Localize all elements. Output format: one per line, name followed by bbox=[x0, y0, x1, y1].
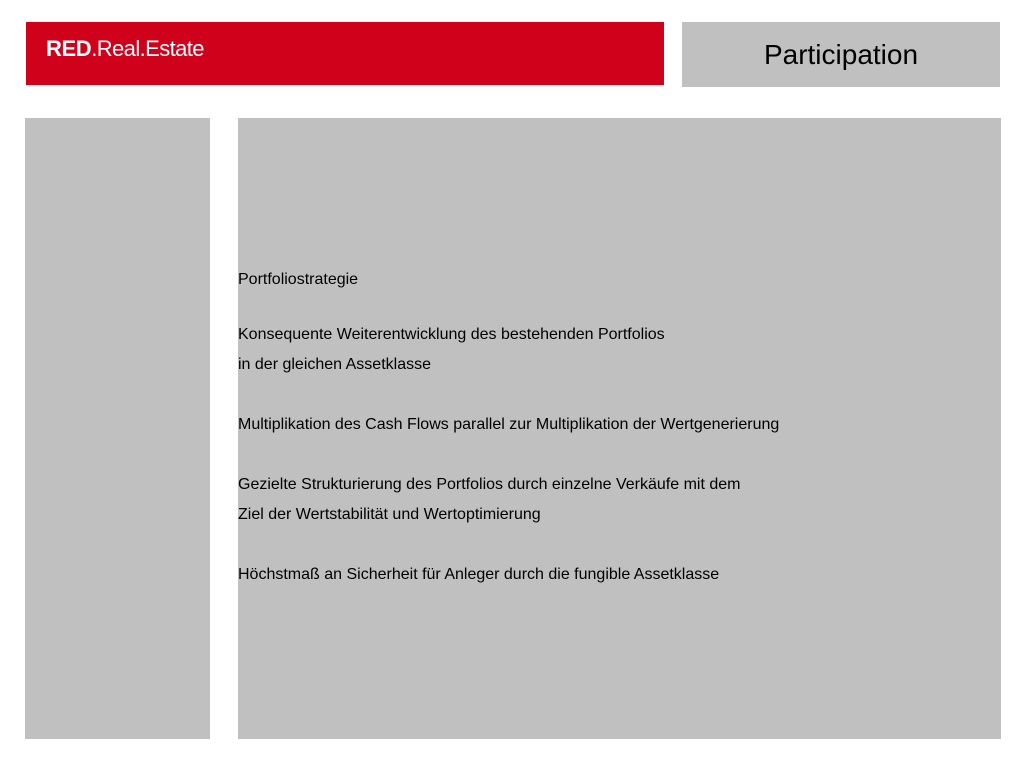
point-3-line-2: Ziel der Wertstabilität und Wertoptimierung bbox=[238, 506, 541, 523]
brand-logo bbox=[46, 36, 204, 62]
brand-logo-strong: RED bbox=[46, 36, 92, 61]
content-panel bbox=[238, 118, 1001, 739]
brand-logo-rest: .Real.Estate bbox=[91, 36, 204, 61]
point-3-line-1: Gezielte Strukturierung des Portfolios durch einzelne Verkäufe mit dem bbox=[238, 476, 741, 493]
title-box bbox=[682, 22, 1000, 87]
point-1-line-2: in der gleichen Assetklasse bbox=[238, 356, 431, 373]
content-heading: Portfoliostrategie bbox=[238, 271, 359, 288]
brand-bar bbox=[26, 22, 664, 85]
page-title: Participation bbox=[763, 39, 919, 70]
side-panel bbox=[25, 118, 210, 739]
point-4-line-1: Höchstmaß an Sicherheit für Anleger durch die fungible Assetklasse bbox=[238, 566, 720, 583]
point-2-line-1: Multiplikation des Cash Flows parallel zur Multiplikation der Wertgenerierung bbox=[238, 416, 780, 433]
point-1-line-1: Konsequente Weiterentwicklung des bestehenden Portfolios bbox=[238, 326, 665, 343]
